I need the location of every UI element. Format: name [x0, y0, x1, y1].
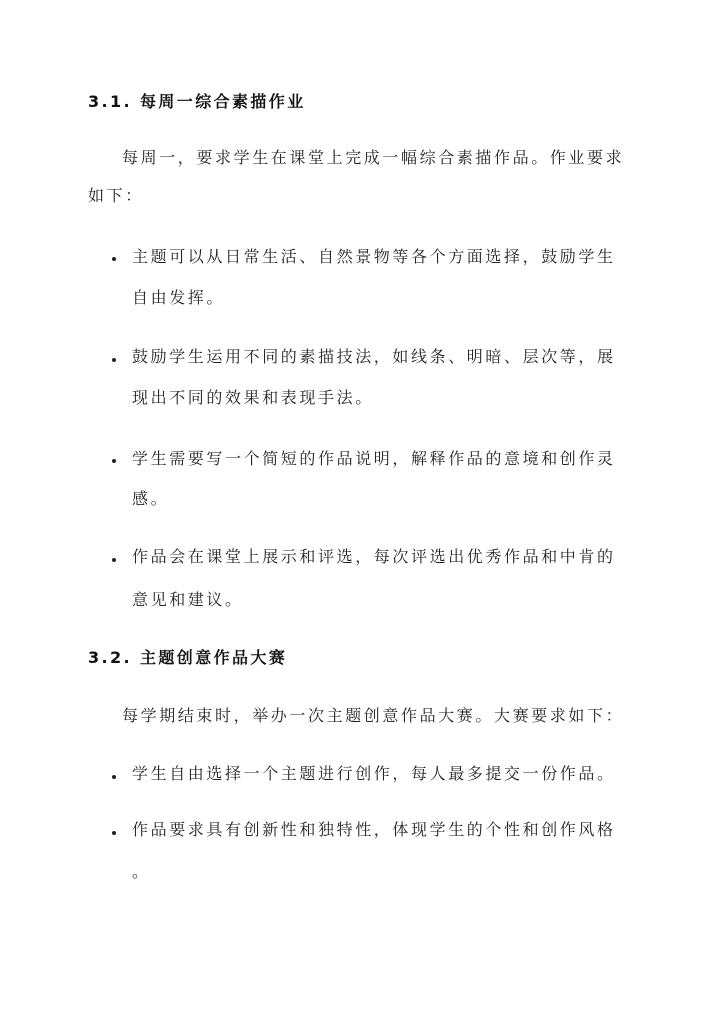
bullet-icon [112, 257, 116, 261]
list-item-line: 学生自由选择一个主题进行创作，每人最多提交一份作品。 [132, 764, 616, 783]
section-heading: 3.1. 每周一综合素描作业 [88, 92, 306, 111]
list-item-line: 作品要求具有创新性和独特性，体现学生的个性和创作风格 [132, 820, 616, 839]
bullet-icon [112, 831, 116, 835]
section-heading: 3.2. 主题创意作品大赛 [88, 648, 288, 667]
list-item-line: 感。 [132, 489, 170, 508]
bullet-icon [112, 459, 116, 463]
list-item-line: 自由发挥。 [132, 288, 226, 307]
bullet-icon [112, 558, 116, 562]
list-item-line: 学生需要写一个简短的作品说明，解释作品的意境和创作灵 [132, 449, 616, 468]
list-item-line: 。 [132, 862, 151, 881]
list-item-line: 主题可以从日常生活、自然景物等各个方面选择，鼓励学生 [132, 247, 616, 266]
list-item-line: 现出不同的效果和表现手法。 [132, 388, 374, 407]
bullet-icon [112, 358, 116, 362]
paragraph-line: 每周一，要求学生在课堂上完成一幅综合素描作品。作业要求 [122, 148, 625, 167]
bullet-icon [112, 775, 116, 779]
list-item-line: 意见和建议。 [132, 590, 244, 609]
list-item-line: 作品会在课堂上展示和评选，每次评选出优秀作品和中肯的 [132, 547, 616, 566]
paragraph-line: 如下： [88, 186, 144, 205]
paragraph-line: 每学期结束时，举办一次主题创意作品大赛。大赛要求如下： [122, 706, 625, 725]
list-item-line: 鼓励学生运用不同的素描技法，如线条、明暗、层次等，展 [132, 347, 616, 366]
